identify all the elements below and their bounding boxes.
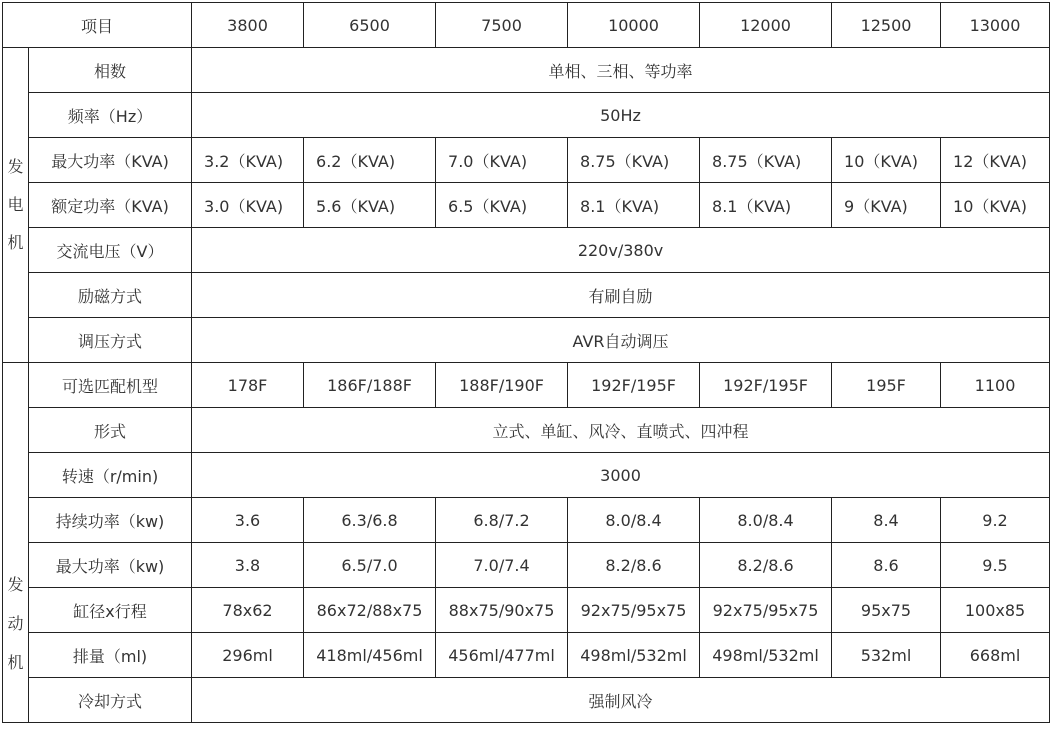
table-row [3,138,1050,183]
table-cell: 8.2/8.6 [568,543,700,588]
table-row [3,228,1050,273]
row-label: 可选匹配机型 [29,363,192,408]
table-cell: 456ml/477ml [436,633,568,678]
item-header: 项目 [3,3,192,48]
table-cell: 8.1（KVA) [700,183,832,228]
row-label: 冷却方式 [29,678,192,723]
table-cell: 92x75/95x75 [700,588,832,633]
model-header: 3800 [192,3,304,48]
table-cell: 7.0（KVA) [436,138,568,183]
table-cell: 1100 [941,363,1050,408]
table-cell: 192F/195F [568,363,700,408]
table-cell: 418ml/456ml [304,633,436,678]
engine-group-label [3,363,29,723]
row-label: 转速（r/min) [29,453,192,498]
table-cell: 3.8 [192,543,304,588]
table-cell: 92x75/95x75 [568,588,700,633]
table-cell: 6.8/7.2 [436,498,568,543]
row-span-value: 50Hz [192,93,1050,138]
row-label: 排量（ml) [29,633,192,678]
table-row [3,543,1050,588]
table-cell: 100x85 [941,588,1050,633]
table-row [3,273,1050,318]
generator-group-label [3,48,29,363]
table-cell: 498ml/532ml [700,633,832,678]
table-cell: 186F/188F [304,363,436,408]
table-cell: 8.75（KVA) [700,138,832,183]
model-header: 12500 [832,3,941,48]
table-cell: 9.5 [941,543,1050,588]
table-cell: 6.5（KVA) [436,183,568,228]
row-label: 相数 [29,48,192,93]
table-cell: 8.0/8.4 [568,498,700,543]
group-char: 机 [7,653,24,672]
model-header: 7500 [436,3,568,48]
table-row [3,93,1050,138]
group-char: 发 [7,157,24,176]
table-cell: 8.4 [832,498,941,543]
table-cell: 9（KVA) [832,183,941,228]
table-cell: 7.0/7.4 [436,543,568,588]
table-cell: 8.2/8.6 [700,543,832,588]
table-cell: 8.0/8.4 [700,498,832,543]
model-header: 6500 [304,3,436,48]
table-cell: 95x75 [832,588,941,633]
table-row [3,678,1050,723]
row-label: 交流电压（V） [29,228,192,273]
table-cell: 188F/190F [436,363,568,408]
row-span-value: 有刷自励 [192,273,1050,318]
row-label: 最大功率（kw) [29,543,192,588]
spec-table [2,2,1050,723]
table-cell: 296ml [192,633,304,678]
row-span-value: 220v/380v [192,228,1050,273]
table-cell: 668ml [941,633,1050,678]
table-cell: 5.6（KVA) [304,183,436,228]
row-label: 最大功率（KVA) [29,138,192,183]
table-cell: 178F [192,363,304,408]
table-cell: 192F/195F [700,363,832,408]
group-char: 电 [7,195,24,214]
table-cell: 3.6 [192,498,304,543]
table-cell: 6.3/6.8 [304,498,436,543]
model-header: 10000 [568,3,700,48]
row-span-value: 单相、三相、等功率 [192,48,1050,93]
table-cell: 88x75/90x75 [436,588,568,633]
table-cell: 8.6 [832,543,941,588]
table-row [3,183,1050,228]
table-row [3,588,1050,633]
table-cell: 12（KVA) [941,138,1050,183]
table-cell: 195F [832,363,941,408]
row-label: 持续功率（kw) [29,498,192,543]
row-label: 励磁方式 [29,273,192,318]
table-row [3,408,1050,453]
table-row [3,48,1050,93]
table-cell: 498ml/532ml [568,633,700,678]
row-span-value: 强制风冷 [192,678,1050,723]
table-row [3,498,1050,543]
table-cell: 10（KVA) [832,138,941,183]
group-char: 动 [7,614,24,633]
row-label: 形式 [29,408,192,453]
table-cell: 86x72/88x75 [304,588,436,633]
header-row [3,3,1050,48]
model-header: 13000 [941,3,1050,48]
table-cell: 78x62 [192,588,304,633]
table-cell: 10（KVA) [941,183,1050,228]
table-row [3,318,1050,363]
table-row [3,453,1050,498]
row-label: 调压方式 [29,318,192,363]
table-cell: 532ml [832,633,941,678]
row-label: 频率（Hz） [29,93,192,138]
table-cell: 3.2（KVA) [192,138,304,183]
table-cell: 3.0（KVA) [192,183,304,228]
table-row [3,363,1050,408]
table-cell: 6.5/7.0 [304,543,436,588]
row-label: 缸径x行程 [29,588,192,633]
row-label: 额定功率（KVA) [29,183,192,228]
model-header: 12000 [700,3,832,48]
table-cell: 8.1（KVA) [568,183,700,228]
group-char: 机 [7,233,24,252]
row-span-value: 立式、单缸、风冷、直喷式、四冲程 [192,408,1050,453]
table-row [3,633,1050,678]
table-cell: 9.2 [941,498,1050,543]
table-cell: 6.2（KVA) [304,138,436,183]
row-span-value: 3000 [192,453,1050,498]
group-char: 发 [7,575,24,594]
table-cell: 8.75（KVA) [568,138,700,183]
row-span-value: AVR自动调压 [192,318,1050,363]
